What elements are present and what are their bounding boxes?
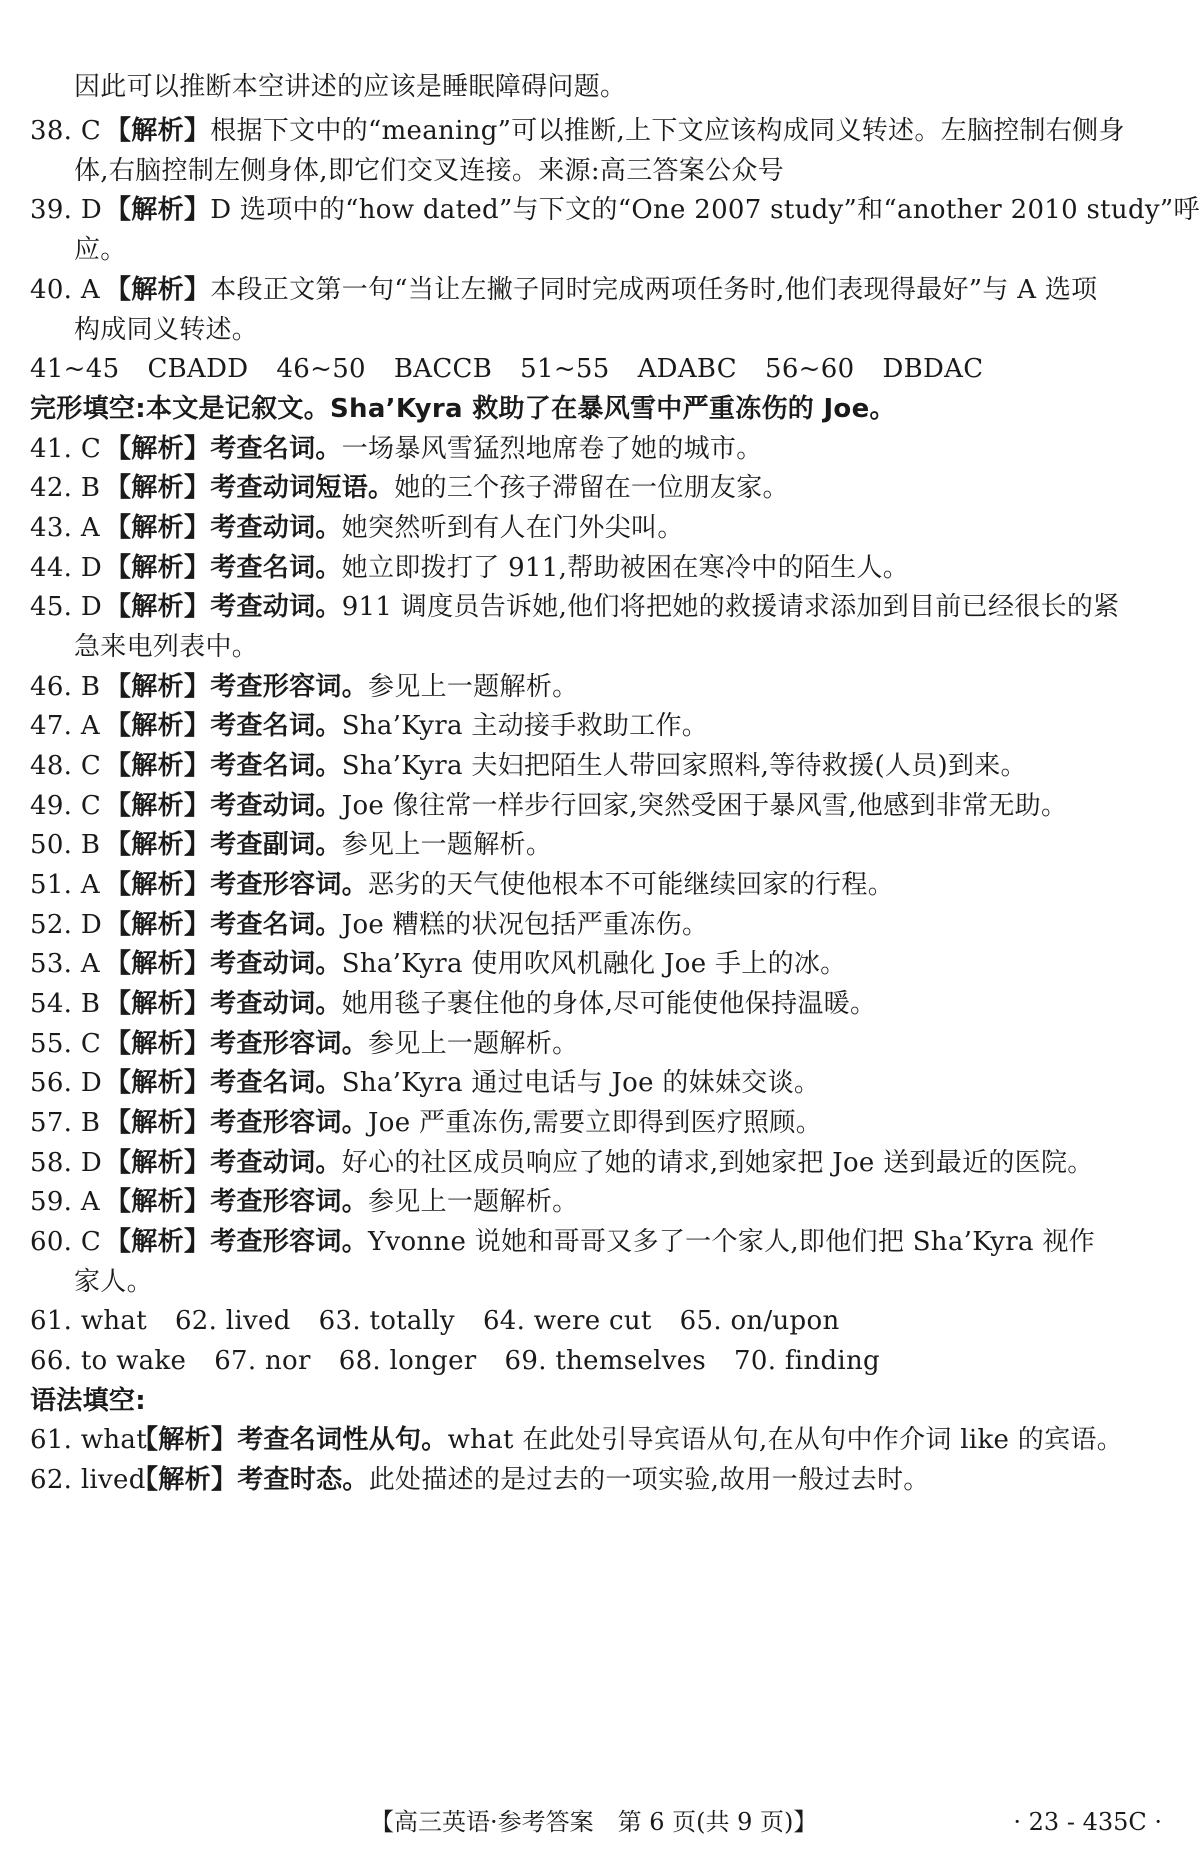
answer-entry: 68. longer: [338, 1346, 477, 1376]
text-line: [74, 233, 1162, 267]
analysis-tag: 【解析】: [105, 275, 211, 305]
analysis-tag: 【解析】: [105, 1108, 211, 1138]
item-number: 46. B: [30, 672, 101, 702]
answer-item-52: [30, 908, 1162, 942]
analysis-tag: 【解析】: [105, 910, 211, 940]
line-text: 参见上一题解析。: [368, 672, 579, 702]
answer-range: 41~45: [30, 354, 120, 384]
answer-item-55: [30, 1027, 1162, 1061]
analysis-tag: 【解析】: [105, 751, 211, 781]
item-number: 56. D: [30, 1068, 102, 1098]
line-text: 她的三个孩子滞留在一位朋友家。: [394, 473, 789, 503]
answer-item-41: [30, 432, 1162, 466]
section-heading-cloze: [30, 392, 1162, 426]
answer-item-42: [30, 471, 1162, 505]
answer-entry: 69. themselves: [504, 1346, 707, 1376]
analysis-tag: 【解析】: [105, 513, 211, 543]
answer-entry: 63. totally: [318, 1306, 455, 1336]
line-text: 参见上一题解析。: [368, 1187, 579, 1217]
line-text: Sha’Kyra 通过电话与 Joe 的妹妹交谈。: [341, 1068, 821, 1098]
answer-item-40: [30, 273, 1162, 307]
answer-item-61: [30, 1423, 1162, 1457]
answer-item-51: [30, 868, 1162, 902]
answer-entry: 67. nor: [214, 1346, 311, 1376]
analysis-tag: 【解析】: [105, 949, 211, 979]
line-text: Sha’Kyra 主动接手救助工作。: [341, 711, 709, 741]
answer-entry: 61. what: [30, 1306, 147, 1336]
line-text: 一场暴风雪猛烈地席卷了她的城市。: [341, 434, 763, 464]
answer-range: 56~60: [765, 354, 855, 384]
item-number: 61. what: [30, 1425, 147, 1455]
item-number: 38. C: [30, 116, 102, 146]
analysis-tag: 【解析】: [105, 1187, 211, 1217]
answer-item-47: [30, 709, 1162, 743]
footer-page-info: 【高三英语·参考答案 第 6 页(共 9 页)】: [370, 1808, 818, 1836]
text-line: [74, 70, 1162, 104]
answer-entry: 70. finding: [734, 1346, 880, 1376]
analysis-tag: 【解析】: [105, 870, 211, 900]
analysis-category: 考查动词。: [210, 513, 342, 543]
line-text: 此处描述的是过去的一项实验,故用一般过去时。: [368, 1465, 930, 1495]
analysis-category: 考查动词短语。: [210, 473, 395, 503]
analysis-tag: 【解析】: [105, 434, 211, 464]
answer-entry: 65. on/upon: [679, 1306, 840, 1336]
answer-item-54: [30, 987, 1162, 1021]
line-text: 因此可以推断本空讲述的应该是睡眠障碍问题。: [74, 72, 627, 102]
item-number: 60. C: [30, 1227, 102, 1257]
answer-item-45: [30, 590, 1162, 624]
answer-entry: 66. to wake: [30, 1346, 187, 1376]
line-text: Joe 像往常一样步行回家,突然受困于暴风雪,他感到非常无助。: [341, 791, 1068, 821]
answer-item-43: [30, 511, 1162, 545]
answer-item-39: [30, 193, 1200, 227]
line-text: 急来电列表中。: [74, 632, 259, 662]
item-number: 55. C: [30, 1029, 102, 1059]
answer-entry: 64. were cut: [482, 1306, 652, 1336]
answer-letters: CBADD: [147, 354, 249, 384]
analysis-tag: 【解析】: [105, 592, 211, 622]
analysis-category: 考查名词。: [210, 553, 342, 583]
analysis-category: 考查名词。: [210, 910, 342, 940]
analysis-category: 考查形容词。: [210, 1029, 369, 1059]
analysis-category: 考查动词。: [210, 592, 342, 622]
analysis-tag: 【解析】: [105, 989, 211, 1019]
line-text: 恶劣的天气使他根本不可能继续回家的行程。: [368, 870, 895, 900]
line-text: 参见上一题解析。: [368, 1029, 579, 1059]
analysis-tag: 【解析】: [132, 1425, 238, 1455]
answer-item-49: [30, 789, 1162, 823]
line-text: Yvonne 说她和哥哥又多了一个家人,即他们把 Sha’Kyra 视作: [368, 1227, 1095, 1257]
analysis-category: 考查副词。: [210, 830, 342, 860]
text-line: [74, 313, 1162, 347]
analysis-category: 考查动词。: [210, 791, 342, 821]
analysis-category: 考查时态。: [237, 1465, 369, 1495]
answer-summary-41-60: [30, 352, 1162, 386]
item-number: 48. C: [30, 751, 102, 781]
item-number: 62. lived: [30, 1465, 146, 1495]
line-text: 根据下文中的“meaning”可以推断,上下文应该构成同义转述。左脑控制右侧身: [210, 116, 1125, 146]
analysis-tag: 【解析】: [105, 830, 211, 860]
answer-item-53: [30, 947, 1162, 981]
line-text: 参见上一题解析。: [341, 830, 553, 860]
analysis-tag: 【解析】: [105, 1148, 211, 1178]
item-number: 42. B: [30, 473, 101, 503]
line-text: Sha’Kyra 使用吹风机融化 Joe 手上的冰。: [341, 949, 847, 979]
analysis-category: 考查动词。: [210, 989, 342, 1019]
answer-item-62: [30, 1463, 1162, 1497]
answer-letters: ADABC: [637, 354, 737, 384]
item-number: 54. B: [30, 989, 101, 1019]
section-heading-grammar: [30, 1384, 1162, 1418]
answer-item-59: [30, 1185, 1162, 1219]
analysis-category: 考查动词。: [210, 1148, 342, 1178]
answer-entry: 62. lived: [174, 1306, 291, 1336]
answer-item-57: [30, 1106, 1162, 1140]
section-heading-text: 语法填空:: [30, 1386, 146, 1416]
analysis-tag: 【解析】: [105, 791, 211, 821]
item-number: 39. D: [30, 195, 102, 225]
item-number: 43. A: [30, 513, 100, 543]
analysis-tag: 【解析】: [105, 1029, 211, 1059]
item-number: 58. D: [30, 1148, 102, 1178]
analysis-category: 考查形容词。: [210, 1187, 369, 1217]
line-text: 911 调度员告诉她,他们将把她的救援请求添加到目前已经很长的紧: [341, 592, 1120, 622]
line-text: 她立即拨打了 911,帮助被困在寒冷中的陌生人。: [341, 553, 910, 583]
analysis-tag: 【解析】: [105, 553, 211, 583]
analysis-category: 考查名词。: [210, 711, 342, 741]
line-text: Joe 严重冻伤,需要立即得到医疗照顾。: [368, 1108, 823, 1138]
item-number: 40. A: [30, 275, 100, 305]
analysis-category: 考查形容词。: [210, 1227, 369, 1257]
item-number: 41. C: [30, 434, 102, 464]
analysis-category: 考查名词性从句。: [237, 1425, 448, 1455]
answer-summary-66-70: [30, 1344, 1162, 1378]
text-line: [74, 154, 1162, 188]
analysis-tag: 【解析】: [105, 1068, 211, 1098]
item-number: 50. B: [30, 830, 101, 860]
line-text: 体,右脑控制左侧身体,即它们交叉连接。来源:高三答案公众号: [74, 156, 784, 186]
answer-item-60: [30, 1225, 1162, 1259]
answer-item-38: [30, 114, 1162, 148]
line-text: 家人。: [74, 1267, 153, 1297]
item-number: 49. C: [30, 791, 102, 821]
line-text: 她用毯子裹住他的身体,尽可能使他保持温暖。: [341, 989, 877, 1019]
text-line: [74, 1265, 1162, 1299]
answer-item-50: [30, 828, 1162, 862]
item-number: 53. A: [30, 949, 100, 979]
analysis-category: 考查动词。: [210, 949, 342, 979]
line-text: D 选项中的“how dated”与下文的“One 2007 study”和“another 2010 study”呼: [210, 195, 1200, 225]
line-text: Sha’Kyra 夫妇把陌生人带回家照料,等待救援(人员)到来。: [341, 751, 1027, 781]
analysis-tag: 【解析】: [105, 195, 211, 225]
line-text: 应。: [74, 235, 127, 265]
line-text: what 在此处引导宾语从句,在从句中作介词 like 的宾语。: [447, 1425, 1123, 1455]
analysis-tag: 【解析】: [105, 672, 211, 702]
analysis-tag: 【解析】: [105, 473, 211, 503]
analysis-tag: 【解析】: [105, 711, 211, 741]
answer-item-56: [30, 1066, 1162, 1100]
text-line: [74, 630, 1162, 664]
footer-code: · 23 - 435C ·: [1013, 1808, 1162, 1836]
analysis-category: 考查名词。: [210, 1068, 342, 1098]
line-text: 她突然听到有人在门外尖叫。: [341, 513, 684, 543]
answer-letters: BACCB: [393, 354, 493, 384]
item-number: 51. A: [30, 870, 100, 900]
line-text: Joe 糟糕的状况包括严重冻伤。: [341, 910, 709, 940]
page-footer: [0, 1805, 1200, 1839]
item-number: 45. D: [30, 592, 102, 622]
answer-range: 51~55: [520, 354, 610, 384]
line-text: 构成同义转述。: [74, 315, 259, 345]
analysis-tag: 【解析】: [105, 116, 211, 146]
analysis-category: 考查形容词。: [210, 672, 369, 702]
answer-letters: DBDAC: [882, 354, 984, 384]
analysis-tag: 【解析】: [105, 1227, 211, 1257]
section-heading-text: 完形填空:本文是记叙文。Sha’Kyra 救助了在暴风雪中严重冻伤的 Joe。: [30, 394, 896, 424]
item-number: 57. B: [30, 1108, 101, 1138]
item-number: 44. D: [30, 553, 102, 583]
answer-item-48: [30, 749, 1162, 783]
item-number: 47. A: [30, 711, 100, 741]
analysis-category: 考查名词。: [210, 434, 342, 464]
answer-item-44: [30, 551, 1162, 585]
answer-item-46: [30, 670, 1162, 704]
line-text: 本段正文第一句“当让左撇子同时完成两项任务时,他们表现得最好”与 A 选项: [210, 275, 1098, 305]
answer-item-58: [30, 1146, 1162, 1180]
analysis-category: 考查名词。: [210, 751, 342, 781]
analysis-category: 考查形容词。: [210, 1108, 369, 1138]
analysis-tag: 【解析】: [132, 1465, 238, 1495]
answer-summary-61-65: [30, 1304, 1162, 1338]
item-number: 59. A: [30, 1187, 100, 1217]
line-text: 好心的社区成员响应了她的请求,到她家把 Joe 送到最近的医院。: [341, 1148, 1094, 1178]
item-number: 52. D: [30, 910, 102, 940]
analysis-category: 考查形容词。: [210, 870, 369, 900]
answer-range: 46~50: [276, 354, 366, 384]
